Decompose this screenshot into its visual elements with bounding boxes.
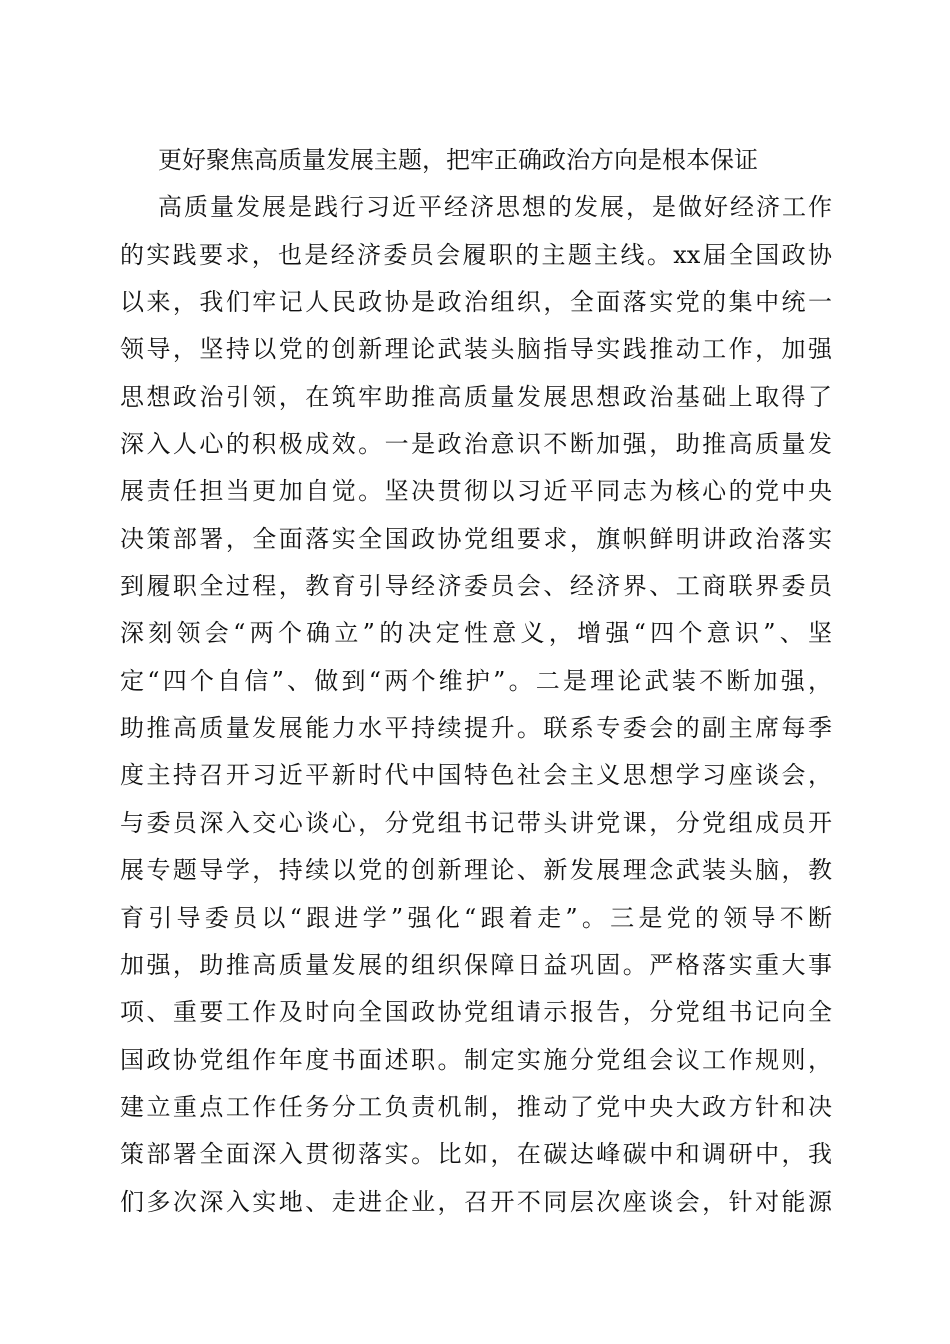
paragraph-line: 与委员深入交心谈心，分党组书记带头讲党课，分党组成员开 — [120, 808, 832, 837]
paragraph-line: 加强，助推高质量发展的组织保障日益巩固。严格落实重大事 — [120, 950, 832, 979]
paragraph-line: 项、重要工作及时向全国政协党组请示报告，分党组书记向全 — [120, 998, 832, 1027]
paragraph-line: 决策部署，全面落实全国政协党组要求，旗帜鲜明讲政治落实 — [120, 524, 832, 553]
paragraph-line: 助推高质量发展能力水平持续提升。联系专委会的副主席每季 — [120, 714, 832, 743]
paragraph-line: 定“四个自信”、做到“两个维护”。二是理论武装不断加强， — [120, 666, 832, 695]
paragraph-line: 到履职全过程，教育引导经济委员会、经济界、工商联界委员 — [120, 572, 832, 601]
paragraph-line: 展专题导学，持续以党的创新理论、新发展理念武装头脑，教 — [120, 856, 832, 885]
document-body — [120, 137, 832, 1226]
paragraph-line: 国政协党组作年度书面述职。制定实施分党组会议工作规则， — [120, 1045, 832, 1074]
section-heading: 更好聚焦高质量发展主题，把牢正确政治方向是根本保证 — [158, 146, 758, 174]
paragraph-line: 度主持召开习近平新时代中国特色社会主义思想学习座谈会， — [120, 761, 832, 790]
paragraph-line: 深入人心的积极成效。一是政治意识不断加强，助推高质量发 — [120, 430, 832, 459]
paragraph-line: 建立重点工作任务分工负责机制，推动了党中央大政方针和决 — [120, 1092, 832, 1121]
paragraph-line: 育引导委员以“跟进学”强化“跟着走”。三是党的领导不断 — [120, 903, 832, 932]
paragraph-line: 以来，我们牢记人民政协是政治组织，全面落实党的集中统一 — [120, 288, 832, 317]
paragraph-line: 领导，坚持以党的创新理论武装头脑指导实践推动工作，加强 — [120, 335, 832, 364]
paragraph-line: 策部署全面深入贯彻落实。比如，在碳达峰碳中和调研中，我 — [120, 1140, 832, 1169]
paragraph-line: 高质量发展是践行习近平经济思想的发展，是做好经济工作 — [158, 193, 832, 222]
paragraph-line: 的实践要求，也是经济委员会履职的主题主线。xx届全国政协 — [120, 240, 832, 269]
paragraph-line: 思想政治引领，在筑牢助推高质量发展思想政治基础上取得了 — [120, 382, 832, 411]
paragraph-line: 展责任担当更加自觉。坚决贯彻以习近平同志为核心的党中央 — [120, 477, 832, 506]
paragraph-line: 们多次深入实地、走进企业，召开不同层次座谈会，针对能源 — [120, 1187, 832, 1216]
paragraph-line: 深刻领会“两个确立”的决定性意义，增强“四个意识”、坚 — [120, 619, 832, 648]
